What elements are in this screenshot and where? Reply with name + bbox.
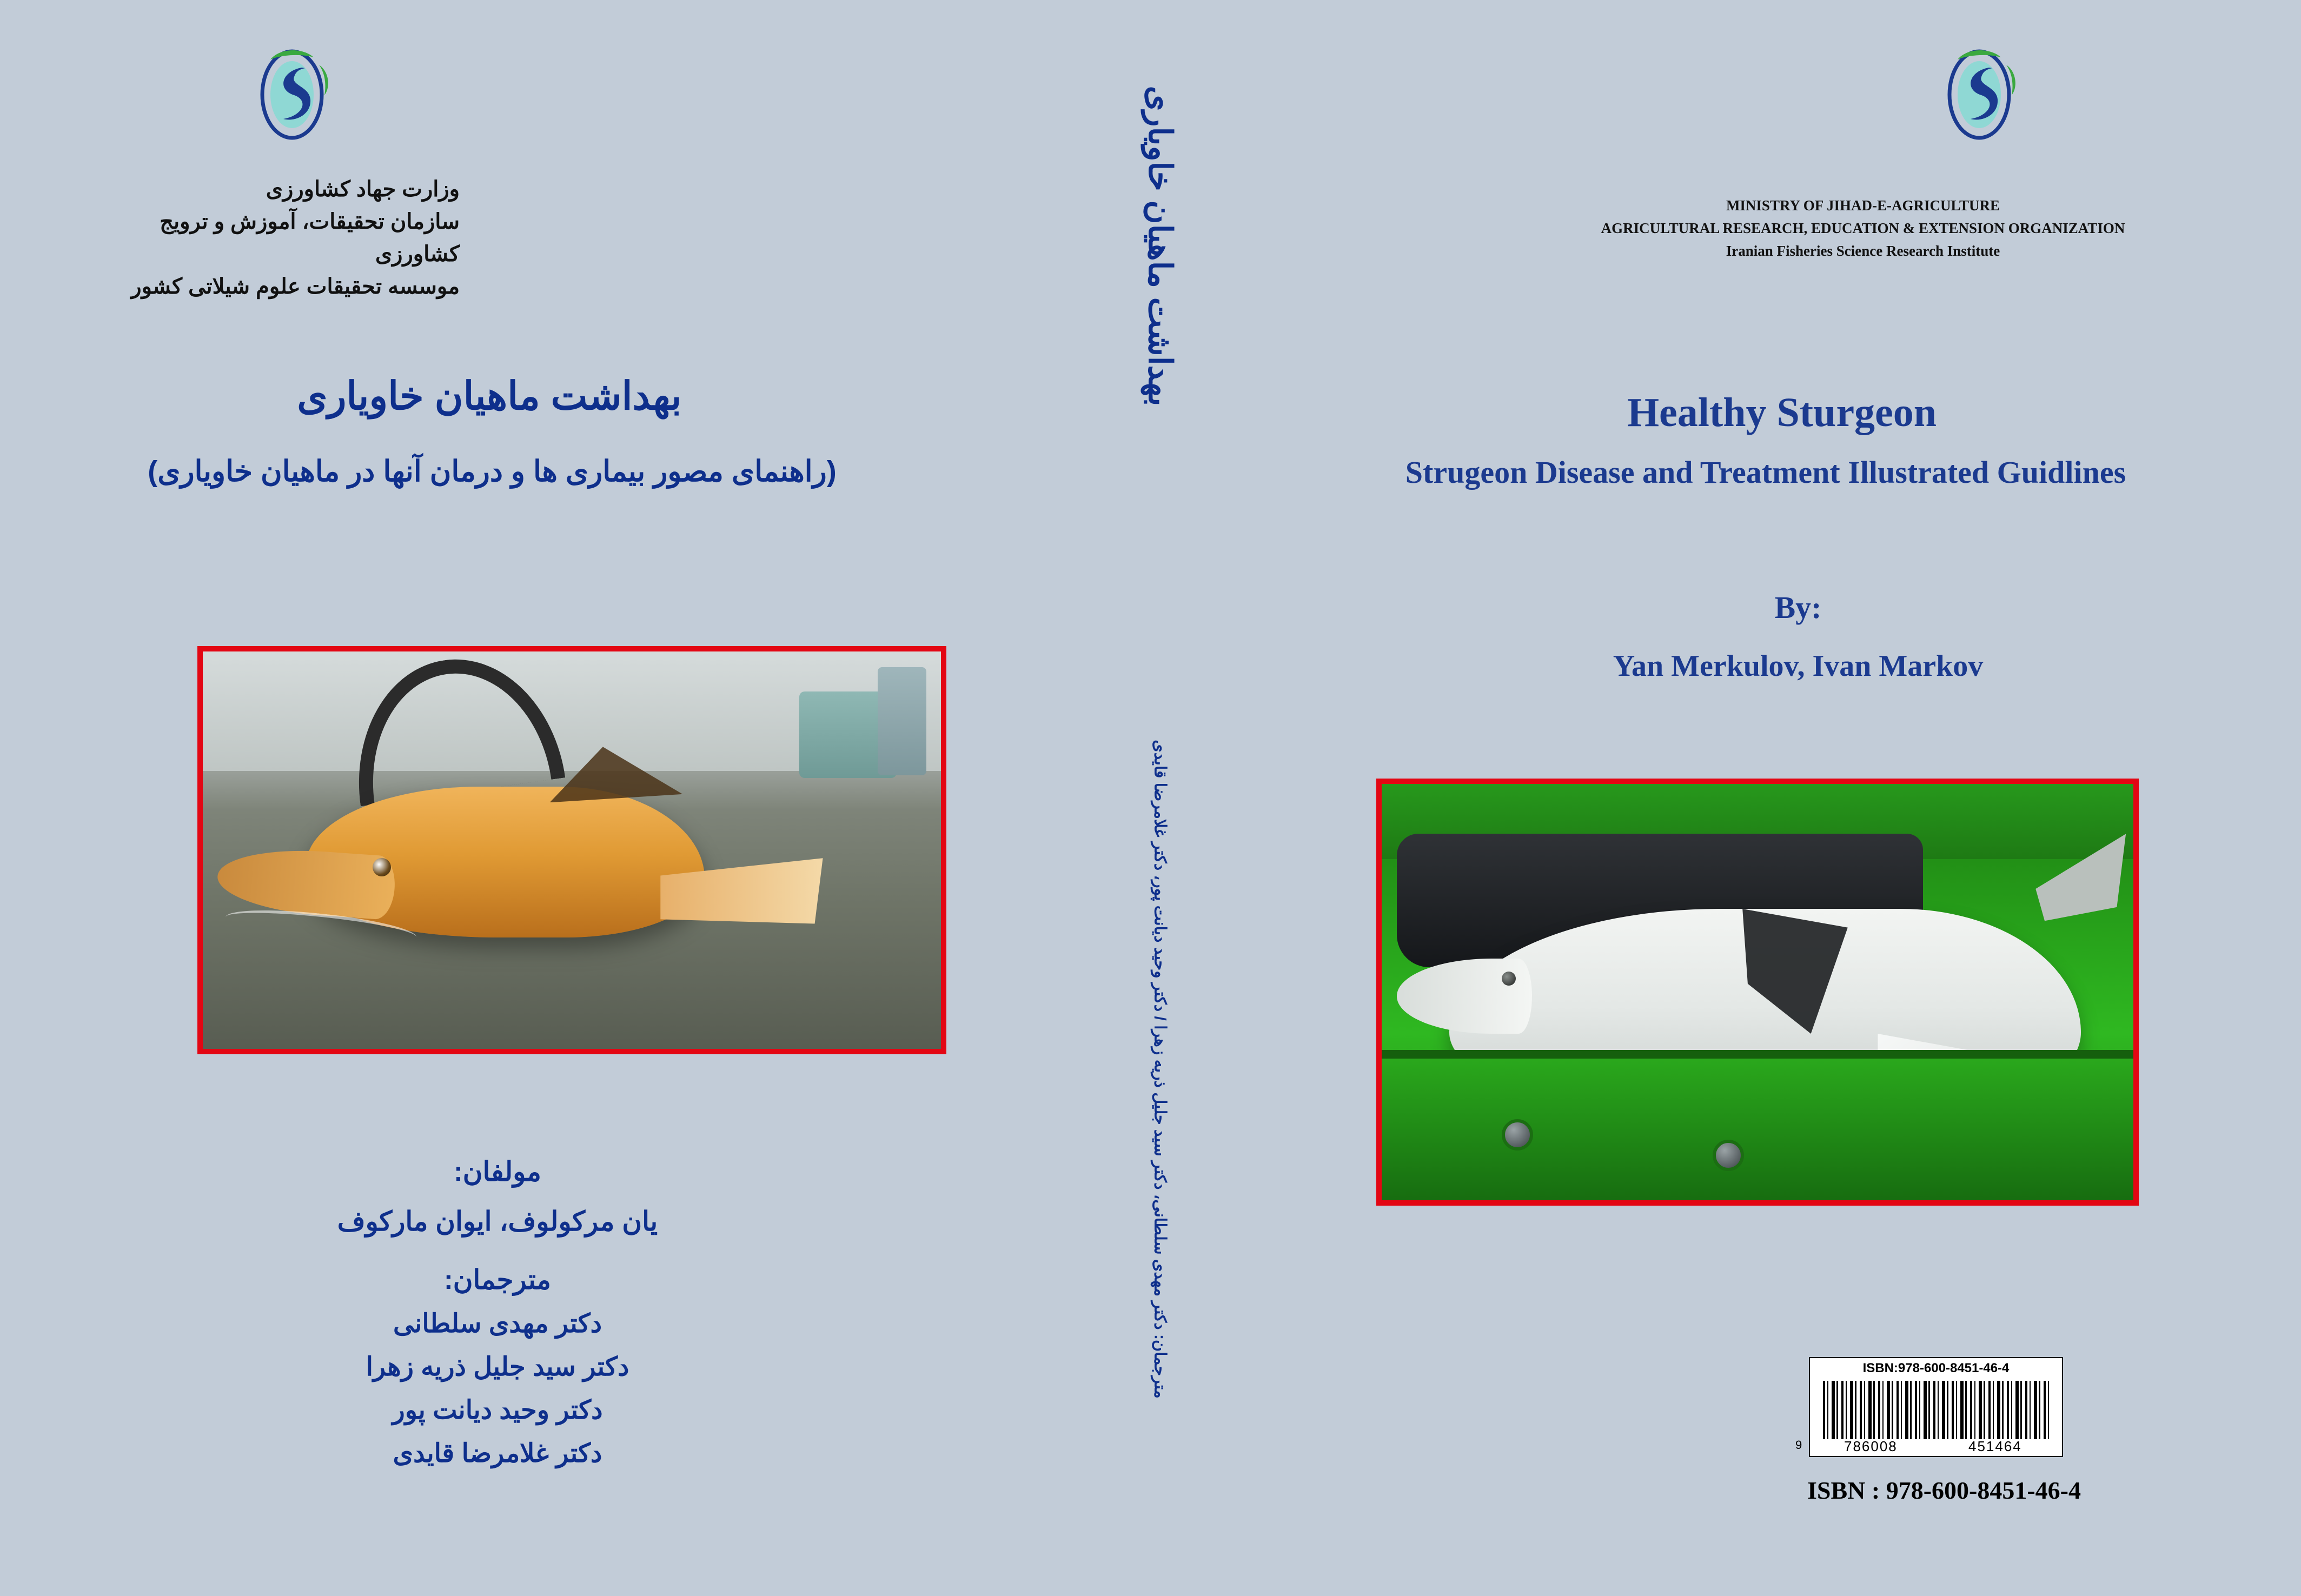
by-label: By: [1774,590,1822,625]
front-cover-photo [1376,779,2139,1206]
ministry-en-line-2: AGRICULTURAL RESEARCH, EDUCATION & EXTENSION ORGANIZATION [1601,220,2125,236]
back-cover [0,0,1106,1596]
authors-label: مولفان: [454,1156,541,1187]
back-subtitle: (راهنمای مصور بیماری ها و درمان آنها در ماهیان خاویاری) [148,455,837,488]
back-cover-photo [197,646,946,1054]
translators-label: مترجمان: [444,1265,551,1295]
ministry-line-3: موسسه تحقیقات علوم شیلاتی کشور [131,275,460,298]
barcode-digits-right: 451464 [1968,1438,2022,1454]
authors-value: یان مرکولوف، ایوان مارکوف [337,1206,658,1236]
translator-1: دکتر مهدی سلطانی [393,1309,602,1338]
front-title: Healthy Sturgeon [1627,390,1937,435]
barcode-bars [1823,1381,2050,1439]
back-title: بهداشت ماهیان خاویاری [297,375,682,418]
tray-bolt-right [1713,1140,1744,1171]
fish-eye [1502,972,1516,986]
ministry-en-line-1: MINISTRY OF JIHAD-E-AGRICULTURE [1726,197,2000,214]
front-cover [1214,0,2301,1596]
back-credits [130,1152,865,1468]
translator-3: دکتر وحید دیانت پور [392,1396,603,1425]
fish-snout [216,844,397,920]
ministry-block-front [1484,195,2242,263]
barcode-isbn-text: ISBN:978-600-8451-46-4 [1862,1361,2010,1375]
spine [1106,0,1214,1596]
translator-2: دکتر سید جلیل ذریه زهرا [366,1353,629,1381]
institute-logo-front [1925,43,2033,159]
front-authors: Yan Merkulov, Ivan Markov [1613,649,1984,683]
tray-bolt-left [1502,1119,1533,1151]
translator-4: دکتر غلامرضا قایدی [393,1439,602,1468]
fish-eye [373,858,391,876]
front-subtitle: Strugeon Disease and Treatment Illustrated Guidlines [1405,455,2126,490]
sturgeon-on-tray-illustration [1382,784,2133,1200]
barcode-digit-left: 9 [1795,1438,1802,1452]
bottle-shape [878,667,926,775]
ministry-line-1: وزارت جهاد کشاورزی [266,177,460,201]
ministry-line-2: سازمان تحقیقات، آموزش و ترویج کشاورزی [160,210,460,266]
sterlet-sturgeon-illustration [203,651,941,1049]
fish-snout [1397,959,1532,1034]
spine-title: بهداشت ماهیان خاویاری [1142,85,1178,407]
isbn-line: ISBN : 978-600-8451-46-4 [1807,1477,2081,1504]
barcode-digits-mid: 786008 [1844,1438,1898,1454]
tray-bottom [1382,1050,2133,1200]
spine-authors: مترجمان: دکتر مهدی سلطانی، دکتر سید جلیل ذریه زهرا / دکتر وحید دیانت پور، دکتر غلامرضا قایدی [1151,740,1169,1399]
ministry-en-line-3: Iranian Fisheries Science Research Institute [1726,242,2000,259]
ministry-block-back [81,173,460,303]
institute-logo-back [238,43,346,159]
